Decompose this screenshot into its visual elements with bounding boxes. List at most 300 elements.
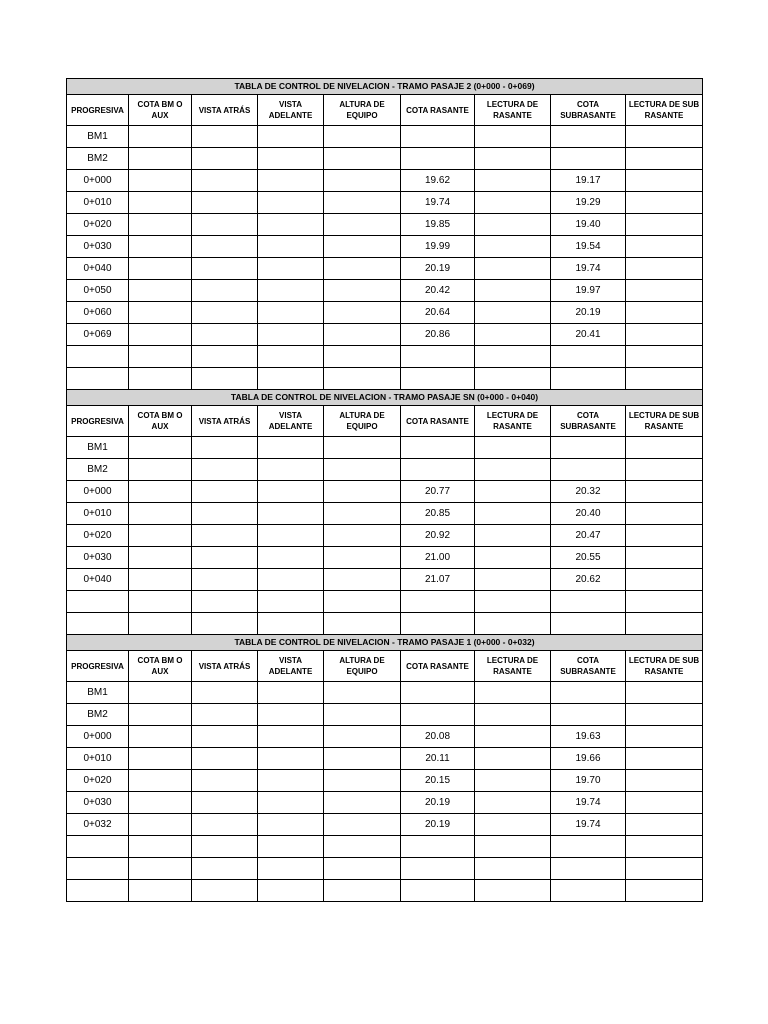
table-cell (626, 258, 703, 280)
table-cell: 21.07 (401, 569, 475, 591)
table-cell (475, 569, 551, 591)
table-row (67, 346, 703, 368)
column-header: COTA BM O AUX (129, 95, 192, 126)
table-cell (551, 148, 626, 170)
table-cell (626, 525, 703, 547)
table-cell (551, 368, 626, 390)
table-cell (324, 503, 401, 525)
table-cell: 20.19 (401, 814, 475, 836)
table-row (67, 880, 703, 902)
table-cell (551, 880, 626, 902)
table-cell: 21.00 (401, 547, 475, 569)
table-cell (324, 836, 401, 858)
table-cell (258, 258, 324, 280)
table-cell (401, 613, 475, 635)
table-cell (324, 214, 401, 236)
table-cell (475, 591, 551, 613)
table-cell (129, 368, 192, 390)
table-cell (324, 459, 401, 481)
table-cell (192, 280, 258, 302)
table-cell (258, 836, 324, 858)
table-cell (475, 324, 551, 346)
table-cell (258, 503, 324, 525)
table-cell (475, 836, 551, 858)
table-cell (551, 613, 626, 635)
table-cell (192, 770, 258, 792)
table-cell (324, 726, 401, 748)
column-header: ALTURA DE EQUIPO (324, 651, 401, 682)
table-cell: 19.63 (551, 726, 626, 748)
table-row (67, 836, 703, 858)
table-cell (129, 346, 192, 368)
progresiva-cell: 0+030 (67, 792, 129, 814)
table-title-row (67, 390, 703, 406)
table-cell (324, 792, 401, 814)
table-cell (192, 792, 258, 814)
table-cell (626, 704, 703, 726)
column-header: LECTURA DE RASANTE (475, 651, 551, 682)
table-cell: 19.74 (551, 792, 626, 814)
progresiva-cell: 0+020 (67, 214, 129, 236)
table-cell (626, 880, 703, 902)
table-cell (258, 346, 324, 368)
table-cell: 20.86 (401, 324, 475, 346)
table-cell (324, 192, 401, 214)
table-cell (129, 726, 192, 748)
table-cell (401, 346, 475, 368)
table-cell (475, 503, 551, 525)
table-cell (324, 346, 401, 368)
table-cell (324, 858, 401, 880)
table-cell (192, 704, 258, 726)
table-cell (324, 236, 401, 258)
table-cell (551, 704, 626, 726)
table-cell: 19.66 (551, 748, 626, 770)
table-cell (626, 437, 703, 459)
table-cell (324, 814, 401, 836)
progresiva-cell: 0+010 (67, 503, 129, 525)
table-cell (192, 170, 258, 192)
progresiva-cell (67, 858, 129, 880)
column-header: LECTURA DE SUB RASANTE (626, 406, 703, 437)
column-header: VISTA ADELANTE (258, 406, 324, 437)
column-header: ALTURA DE EQUIPO (324, 406, 401, 437)
progresiva-cell: BM1 (67, 682, 129, 704)
table-cell (129, 214, 192, 236)
table-cell (551, 346, 626, 368)
table-cell: 20.42 (401, 280, 475, 302)
table-cell (129, 280, 192, 302)
table-cell (258, 792, 324, 814)
progresiva-cell: 0+040 (67, 258, 129, 280)
table-cell (324, 126, 401, 148)
table-cell (626, 682, 703, 704)
table-cell (626, 324, 703, 346)
table-cell (551, 437, 626, 459)
table-cell (324, 682, 401, 704)
table-row (67, 525, 703, 547)
table-cell (192, 503, 258, 525)
column-header: LECTURA DE RASANTE (475, 406, 551, 437)
column-header: VISTA ADELANTE (258, 651, 324, 682)
column-header: PROGRESIVA (67, 95, 129, 126)
table-cell (626, 148, 703, 170)
table-cell (258, 547, 324, 569)
table-cell (475, 302, 551, 324)
table-cell (401, 704, 475, 726)
table-cell: 19.99 (401, 236, 475, 258)
table-cell (192, 726, 258, 748)
progresiva-cell (67, 880, 129, 902)
table-cell (324, 170, 401, 192)
table-cell (129, 324, 192, 346)
table-cell (129, 858, 192, 880)
table-title-row (67, 635, 703, 651)
table-cell: 19.40 (551, 214, 626, 236)
progresiva-cell (67, 836, 129, 858)
table-cell (324, 481, 401, 503)
table-cell (324, 704, 401, 726)
table-cell (129, 704, 192, 726)
progresiva-cell: BM2 (67, 704, 129, 726)
table-cell (475, 814, 551, 836)
table-cell (475, 126, 551, 148)
table-row (67, 192, 703, 214)
table-cell (129, 814, 192, 836)
table-cell (258, 704, 324, 726)
table-cell (192, 858, 258, 880)
table-row (67, 682, 703, 704)
table-cell (258, 770, 324, 792)
table-cell (258, 148, 324, 170)
column-header: VISTA ATRÁS (192, 651, 258, 682)
table-cell (129, 770, 192, 792)
table-cell (475, 726, 551, 748)
table-cell (401, 459, 475, 481)
table-cell (192, 591, 258, 613)
table-row (67, 368, 703, 390)
table-cell (475, 368, 551, 390)
table-row (67, 126, 703, 148)
column-header-row (67, 651, 703, 682)
column-header: COTA BM O AUX (129, 406, 192, 437)
table-cell (192, 525, 258, 547)
table-cell (192, 236, 258, 258)
column-header: COTA SUBRASANTE (551, 406, 626, 437)
table-cell (129, 192, 192, 214)
table-cell (626, 302, 703, 324)
table-cell (401, 682, 475, 704)
table-cell (475, 437, 551, 459)
table-cell (258, 126, 324, 148)
table-cell (626, 236, 703, 258)
table-row (67, 613, 703, 635)
progresiva-cell: 0+010 (67, 192, 129, 214)
progresiva-cell: 0+000 (67, 726, 129, 748)
table-cell (551, 591, 626, 613)
table-cell: 20.19 (401, 258, 475, 280)
table-cell (324, 569, 401, 591)
table-cell (401, 126, 475, 148)
column-header: COTA RASANTE (401, 651, 475, 682)
progresiva-cell: 0+000 (67, 170, 129, 192)
table-row (67, 258, 703, 280)
table-cell (129, 126, 192, 148)
table-cell (475, 214, 551, 236)
table-cell (258, 591, 324, 613)
table-cell (192, 569, 258, 591)
column-header: COTA RASANTE (401, 95, 475, 126)
table-row (67, 280, 703, 302)
table-cell (324, 302, 401, 324)
table-cell (192, 214, 258, 236)
table-row (67, 726, 703, 748)
table-cell (192, 148, 258, 170)
table-cell (626, 459, 703, 481)
progresiva-cell: 0+010 (67, 748, 129, 770)
table-row (67, 170, 703, 192)
table-cell (324, 770, 401, 792)
table-row (67, 748, 703, 770)
progresiva-cell: 0+060 (67, 302, 129, 324)
table-cell (551, 459, 626, 481)
table-cell (401, 591, 475, 613)
table-cell (258, 324, 324, 346)
column-header: LECTURA DE SUB RASANTE (626, 651, 703, 682)
table-cell: 19.62 (401, 170, 475, 192)
table-cell (626, 214, 703, 236)
table-cell (192, 836, 258, 858)
progresiva-cell (67, 346, 129, 368)
table-cell: 20.62 (551, 569, 626, 591)
table-cell (192, 481, 258, 503)
table-row (67, 481, 703, 503)
table-row (67, 148, 703, 170)
table-cell (129, 569, 192, 591)
leveling-control-sheet (66, 78, 702, 902)
table-cell (258, 814, 324, 836)
table-row (67, 814, 703, 836)
table-row (67, 704, 703, 726)
table-cell (626, 170, 703, 192)
table-cell (475, 704, 551, 726)
table-cell (129, 613, 192, 635)
table-cell (192, 880, 258, 902)
table-cell (192, 192, 258, 214)
table-cell: 20.85 (401, 503, 475, 525)
progresiva-cell: 0+000 (67, 481, 129, 503)
table-cell (129, 880, 192, 902)
column-header: LECTURA DE RASANTE (475, 95, 551, 126)
table-cell: 19.74 (401, 192, 475, 214)
table-cell (475, 148, 551, 170)
table-cell (551, 836, 626, 858)
progresiva-cell: 0+020 (67, 525, 129, 547)
table-cell (129, 503, 192, 525)
table-cell (324, 258, 401, 280)
table-cell (129, 170, 192, 192)
leveling-table (66, 78, 703, 902)
table-cell (626, 748, 703, 770)
column-header: VISTA ADELANTE (258, 95, 324, 126)
table-cell (258, 192, 324, 214)
table-cell (129, 302, 192, 324)
table-cell (192, 126, 258, 148)
table-cell (626, 503, 703, 525)
table-cell (129, 792, 192, 814)
column-header: VISTA ATRÁS (192, 406, 258, 437)
table-cell (475, 481, 551, 503)
table-cell (129, 459, 192, 481)
table-cell (258, 858, 324, 880)
table-row (67, 459, 703, 481)
table-cell (129, 682, 192, 704)
table-cell (129, 236, 192, 258)
table-cell (129, 836, 192, 858)
table-cell (258, 748, 324, 770)
table-row (67, 569, 703, 591)
table-cell (192, 613, 258, 635)
table-cell (475, 792, 551, 814)
table-cell: 19.97 (551, 280, 626, 302)
table-cell (258, 569, 324, 591)
table-cell (626, 591, 703, 613)
table-row (67, 324, 703, 346)
table-cell (258, 280, 324, 302)
table-row (67, 591, 703, 613)
table-row (67, 437, 703, 459)
table-cell: 20.15 (401, 770, 475, 792)
table-cell (258, 236, 324, 258)
table-cell (475, 858, 551, 880)
table-row (67, 236, 703, 258)
table-cell (324, 437, 401, 459)
table-cell (475, 459, 551, 481)
table-cell (626, 126, 703, 148)
table-cell: 20.19 (551, 302, 626, 324)
table-row (67, 302, 703, 324)
table-cell (475, 170, 551, 192)
table-cell (258, 459, 324, 481)
table-cell: 20.08 (401, 726, 475, 748)
table-cell: 20.55 (551, 547, 626, 569)
table-cell (258, 613, 324, 635)
table-cell (129, 148, 192, 170)
table-cell (626, 346, 703, 368)
column-header: VISTA ATRÁS (192, 95, 258, 126)
table-cell (258, 682, 324, 704)
table-cell: 20.32 (551, 481, 626, 503)
table-cell: 20.11 (401, 748, 475, 770)
table-cell (192, 459, 258, 481)
progresiva-cell (67, 368, 129, 390)
table-cell (475, 770, 551, 792)
table-cell (129, 525, 192, 547)
table-cell (324, 148, 401, 170)
table-cell (192, 814, 258, 836)
progresiva-cell: 0+032 (67, 814, 129, 836)
table-cell (324, 324, 401, 346)
progresiva-cell: BM2 (67, 148, 129, 170)
column-header: LECTURA DE SUB RASANTE (626, 95, 703, 126)
table-cell (192, 547, 258, 569)
table-cell (129, 258, 192, 280)
progresiva-cell: 0+020 (67, 770, 129, 792)
table-cell (551, 126, 626, 148)
table-cell: 20.92 (401, 525, 475, 547)
table-cell (129, 591, 192, 613)
table-cell (475, 346, 551, 368)
table-title-row (67, 79, 703, 95)
table-cell (129, 437, 192, 459)
table-cell (192, 368, 258, 390)
table-cell (324, 525, 401, 547)
progresiva-cell: 0+040 (67, 569, 129, 591)
table-cell (551, 858, 626, 880)
progresiva-cell: BM1 (67, 437, 129, 459)
progresiva-cell: 0+030 (67, 547, 129, 569)
table-row (67, 770, 703, 792)
table-cell: 19.70 (551, 770, 626, 792)
table-cell: 20.77 (401, 481, 475, 503)
progresiva-cell: BM2 (67, 459, 129, 481)
table-cell (192, 324, 258, 346)
table-cell: 19.54 (551, 236, 626, 258)
column-header: COTA BM O AUX (129, 651, 192, 682)
table-cell (475, 192, 551, 214)
table-title: TABLA DE CONTROL DE NIVELACION - TRAMO PASAJE 1 (0+000 - 0+032) (67, 635, 703, 651)
table-cell (258, 880, 324, 902)
table-cell (626, 858, 703, 880)
table-row (67, 547, 703, 569)
table-cell (401, 880, 475, 902)
table-cell (258, 525, 324, 547)
table-cell (626, 368, 703, 390)
table-cell (258, 302, 324, 324)
table-row (67, 214, 703, 236)
table-cell (129, 748, 192, 770)
table-cell (626, 547, 703, 569)
table-cell: 19.17 (551, 170, 626, 192)
table-cell (129, 481, 192, 503)
table-cell (475, 236, 551, 258)
progresiva-cell: BM1 (67, 126, 129, 148)
table-cell (192, 258, 258, 280)
table-cell (324, 591, 401, 613)
table-title: TABLA DE CONTROL DE NIVELACION - TRAMO PASAJE 2 (0+000 - 0+069) (67, 79, 703, 95)
table-cell: 20.41 (551, 324, 626, 346)
table-cell (324, 368, 401, 390)
table-cell (626, 481, 703, 503)
table-cell (475, 880, 551, 902)
progresiva-cell: 0+030 (67, 236, 129, 258)
table-cell (192, 682, 258, 704)
column-header: COTA SUBRASANTE (551, 95, 626, 126)
table-title: TABLA DE CONTROL DE NIVELACION - TRAMO PASAJE SN (0+000 - 0+040) (67, 390, 703, 406)
column-header-row (67, 406, 703, 437)
column-header: ALTURA DE EQUIPO (324, 95, 401, 126)
table-cell: 19.29 (551, 192, 626, 214)
table-cell (626, 792, 703, 814)
table-cell: 20.47 (551, 525, 626, 547)
table-cell (258, 368, 324, 390)
column-header: PROGRESIVA (67, 651, 129, 682)
table-cell (626, 726, 703, 748)
table-cell (626, 814, 703, 836)
table-cell (401, 858, 475, 880)
column-header: COTA RASANTE (401, 406, 475, 437)
table-cell (401, 437, 475, 459)
